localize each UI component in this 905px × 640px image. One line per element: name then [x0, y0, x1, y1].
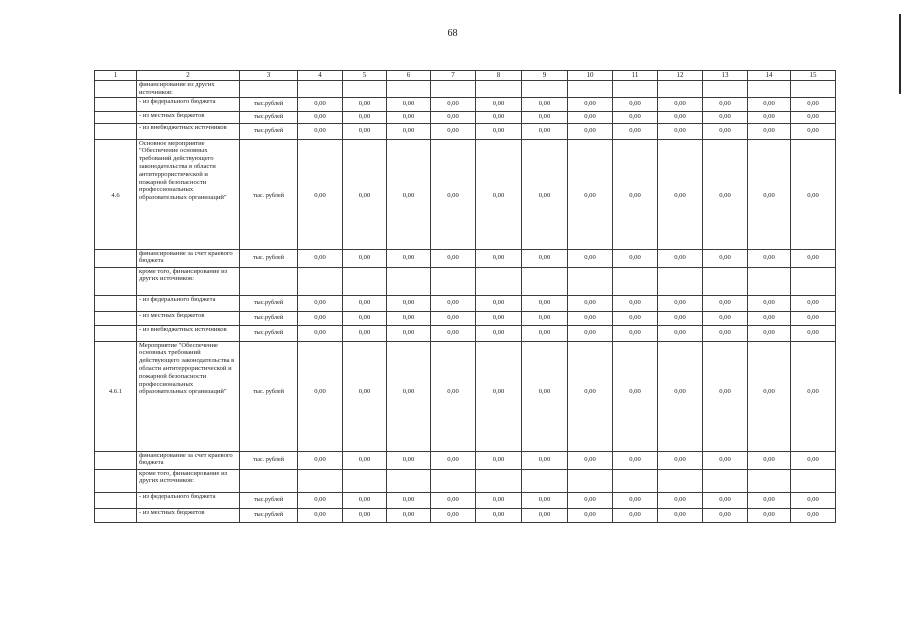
value-cell: 0,00	[568, 111, 613, 123]
column-number: 4	[298, 71, 343, 81]
value-cell: 0,00	[748, 492, 791, 508]
value-cell	[298, 267, 343, 295]
table-row	[95, 508, 836, 522]
table-row	[95, 123, 836, 139]
table-row	[95, 111, 836, 123]
row-label-cell: кроме того, финансирование из других источников:	[137, 469, 240, 492]
value-cell: 0,00	[476, 325, 522, 341]
value-cell: 0,00	[613, 325, 658, 341]
value-cell	[568, 469, 613, 492]
value-cell: 0,00	[387, 97, 431, 111]
value-cell: 0,00	[613, 341, 658, 451]
value-cell	[522, 469, 568, 492]
value-cell	[658, 267, 703, 295]
unit-cell	[240, 469, 298, 492]
unit-cell: тыс.рублей	[240, 97, 298, 111]
unit-cell: тыс. рублей	[240, 249, 298, 267]
unit-cell: тыс. рублей	[240, 341, 298, 451]
column-number: 13	[703, 71, 748, 81]
unit-cell: тыс.рублей	[240, 325, 298, 341]
unit-cell: тыс.рублей	[240, 492, 298, 508]
unit-cell: тыс.рублей	[240, 295, 298, 311]
table-row	[95, 267, 836, 295]
value-cell: 0,00	[658, 508, 703, 522]
row-label-cell: - из федерального бюджета	[137, 492, 240, 508]
row-label-cell: - из местных бюджетов	[137, 508, 240, 522]
row-number-cell	[95, 469, 137, 492]
value-cell	[522, 81, 568, 98]
row-number-cell	[95, 311, 137, 325]
value-cell: 0,00	[658, 311, 703, 325]
value-cell	[748, 81, 791, 98]
value-cell: 0,00	[658, 341, 703, 451]
row-number-cell: 4.6.1	[95, 341, 137, 451]
value-cell: 0,00	[613, 508, 658, 522]
row-number-cell	[95, 97, 137, 111]
value-cell: 0,00	[568, 139, 613, 249]
value-cell	[431, 81, 476, 98]
value-cell: 0,00	[343, 325, 387, 341]
value-cell: 0,00	[298, 341, 343, 451]
table-row	[95, 81, 836, 98]
value-cell: 0,00	[298, 508, 343, 522]
value-cell: 0,00	[703, 492, 748, 508]
value-cell	[476, 469, 522, 492]
column-number-row	[95, 71, 836, 81]
value-cell	[658, 81, 703, 98]
value-cell: 0,00	[522, 97, 568, 111]
column-number: 1	[95, 71, 137, 81]
scan-edge-mark	[899, 14, 901, 94]
row-label-cell: Основное мероприятие "Обеспечение основных требований действующего законодательства в области антитеррористической и пожарной безопасности профессиональных образовательных организаций"	[137, 139, 240, 249]
value-cell: 0,00	[703, 325, 748, 341]
value-cell: 0,00	[613, 139, 658, 249]
value-cell: 0,00	[431, 139, 476, 249]
value-cell	[703, 267, 748, 295]
value-cell: 0,00	[431, 508, 476, 522]
value-cell: 0,00	[431, 249, 476, 267]
value-cell	[431, 267, 476, 295]
value-cell: 0,00	[703, 111, 748, 123]
table-row	[95, 341, 836, 451]
value-cell	[568, 267, 613, 295]
table-row	[95, 249, 836, 267]
value-cell: 0,00	[658, 139, 703, 249]
page-number: 68	[447, 28, 458, 39]
row-number-cell	[95, 451, 137, 469]
value-cell: 0,00	[431, 295, 476, 311]
row-label-cell: финансирование за счет краевого бюджета	[137, 249, 240, 267]
row-label-cell: - из внебюджетных источников	[137, 325, 240, 341]
value-cell: 0,00	[748, 97, 791, 111]
value-cell	[343, 469, 387, 492]
value-cell	[748, 469, 791, 492]
value-cell: 0,00	[387, 123, 431, 139]
value-cell: 0,00	[568, 325, 613, 341]
value-cell: 0,00	[791, 249, 836, 267]
value-cell: 0,00	[568, 492, 613, 508]
value-cell: 0,00	[343, 97, 387, 111]
value-cell: 0,00	[748, 249, 791, 267]
value-cell: 0,00	[343, 492, 387, 508]
value-cell: 0,00	[791, 508, 836, 522]
value-cell: 0,00	[703, 249, 748, 267]
value-cell: 0,00	[431, 123, 476, 139]
value-cell: 0,00	[791, 123, 836, 139]
value-cell: 0,00	[613, 492, 658, 508]
value-cell	[613, 81, 658, 98]
unit-cell	[240, 267, 298, 295]
value-cell: 0,00	[568, 123, 613, 139]
value-cell: 0,00	[658, 492, 703, 508]
column-number: 9	[522, 71, 568, 81]
row-number-cell	[95, 325, 137, 341]
value-cell: 0,00	[658, 451, 703, 469]
column-number: 14	[748, 71, 791, 81]
value-cell: 0,00	[298, 492, 343, 508]
value-cell: 0,00	[791, 451, 836, 469]
value-cell: 0,00	[568, 249, 613, 267]
row-number-cell	[95, 123, 137, 139]
value-cell: 0,00	[298, 311, 343, 325]
value-cell: 0,00	[476, 97, 522, 111]
value-cell: 0,00	[343, 311, 387, 325]
column-number: 7	[431, 71, 476, 81]
value-cell: 0,00	[298, 325, 343, 341]
value-cell: 0,00	[613, 97, 658, 111]
value-cell: 0,00	[791, 492, 836, 508]
value-cell: 0,00	[343, 111, 387, 123]
value-cell: 0,00	[476, 451, 522, 469]
value-cell: 0,00	[703, 295, 748, 311]
value-cell: 0,00	[748, 311, 791, 325]
table-row	[95, 325, 836, 341]
value-cell: 0,00	[568, 295, 613, 311]
value-cell	[613, 267, 658, 295]
value-cell: 0,00	[298, 111, 343, 123]
value-cell: 0,00	[431, 451, 476, 469]
value-cell: 0,00	[387, 295, 431, 311]
table-row	[95, 97, 836, 111]
value-cell: 0,00	[476, 508, 522, 522]
value-cell: 0,00	[748, 123, 791, 139]
value-cell: 0,00	[791, 111, 836, 123]
value-cell: 0,00	[343, 341, 387, 451]
value-cell: 0,00	[431, 111, 476, 123]
value-cell: 0,00	[387, 451, 431, 469]
table-row	[95, 451, 836, 469]
value-cell: 0,00	[522, 508, 568, 522]
value-cell: 0,00	[431, 341, 476, 451]
value-cell: 0,00	[431, 97, 476, 111]
row-label-cell: - из местных бюджетов	[137, 111, 240, 123]
column-number: 5	[343, 71, 387, 81]
value-cell: 0,00	[658, 325, 703, 341]
value-cell: 0,00	[658, 123, 703, 139]
value-cell: 0,00	[791, 341, 836, 451]
column-number: 12	[658, 71, 703, 81]
value-cell	[791, 469, 836, 492]
value-cell	[387, 81, 431, 98]
table-row	[95, 492, 836, 508]
value-cell: 0,00	[298, 451, 343, 469]
value-cell: 0,00	[476, 123, 522, 139]
value-cell: 0,00	[431, 492, 476, 508]
value-cell: 0,00	[703, 311, 748, 325]
row-number-cell: 4.6	[95, 139, 137, 249]
value-cell: 0,00	[522, 492, 568, 508]
value-cell: 0,00	[522, 311, 568, 325]
row-number-cell	[95, 81, 137, 98]
row-label-cell: - из федерального бюджета	[137, 97, 240, 111]
value-cell: 0,00	[613, 249, 658, 267]
value-cell: 0,00	[703, 508, 748, 522]
value-cell	[298, 469, 343, 492]
value-cell: 0,00	[703, 139, 748, 249]
row-number-cell	[95, 295, 137, 311]
value-cell: 0,00	[568, 341, 613, 451]
value-cell	[387, 267, 431, 295]
value-cell: 0,00	[522, 341, 568, 451]
column-number: 15	[791, 71, 836, 81]
row-number-cell	[95, 111, 137, 123]
value-cell: 0,00	[791, 295, 836, 311]
value-cell: 0,00	[613, 295, 658, 311]
value-cell: 0,00	[791, 97, 836, 111]
value-cell: 0,00	[387, 249, 431, 267]
value-cell: 0,00	[343, 451, 387, 469]
value-cell: 0,00	[431, 311, 476, 325]
value-cell: 0,00	[387, 111, 431, 123]
value-cell: 0,00	[298, 295, 343, 311]
value-cell	[298, 81, 343, 98]
row-number-cell	[95, 492, 137, 508]
value-cell: 0,00	[703, 97, 748, 111]
value-cell: 0,00	[476, 311, 522, 325]
column-number: 2	[137, 71, 240, 81]
value-cell	[387, 469, 431, 492]
unit-cell: тыс. рублей	[240, 451, 298, 469]
value-cell: 0,00	[387, 508, 431, 522]
value-cell: 0,00	[387, 139, 431, 249]
table-row	[95, 139, 836, 249]
value-cell: 0,00	[343, 123, 387, 139]
value-cell: 0,00	[703, 123, 748, 139]
value-cell: 0,00	[343, 139, 387, 249]
value-cell	[568, 81, 613, 98]
value-cell: 0,00	[568, 97, 613, 111]
row-label-cell: - из местных бюджетов	[137, 311, 240, 325]
value-cell	[748, 267, 791, 295]
value-cell	[343, 81, 387, 98]
value-cell	[476, 81, 522, 98]
value-cell	[791, 267, 836, 295]
value-cell	[658, 469, 703, 492]
unit-cell: тыс.рублей	[240, 311, 298, 325]
unit-cell: тыс.рублей	[240, 111, 298, 123]
column-number: 11	[613, 71, 658, 81]
value-cell: 0,00	[476, 111, 522, 123]
value-cell: 0,00	[748, 325, 791, 341]
unit-cell	[240, 81, 298, 98]
value-cell: 0,00	[748, 508, 791, 522]
unit-cell: тыс.рублей	[240, 508, 298, 522]
value-cell: 0,00	[476, 341, 522, 451]
column-number: 10	[568, 71, 613, 81]
value-cell: 0,00	[658, 295, 703, 311]
row-label-cell: - из федерального бюджета	[137, 295, 240, 311]
value-cell: 0,00	[748, 139, 791, 249]
value-cell: 0,00	[522, 451, 568, 469]
row-label-cell: финансирование за счет краевого бюджета	[137, 451, 240, 469]
value-cell: 0,00	[568, 311, 613, 325]
value-cell: 0,00	[613, 111, 658, 123]
value-cell: 0,00	[613, 451, 658, 469]
value-cell: 0,00	[791, 311, 836, 325]
value-cell: 0,00	[476, 139, 522, 249]
value-cell	[791, 81, 836, 98]
value-cell: 0,00	[791, 325, 836, 341]
value-cell	[431, 469, 476, 492]
value-cell: 0,00	[613, 311, 658, 325]
value-cell: 0,00	[298, 97, 343, 111]
value-cell	[613, 469, 658, 492]
row-label-cell: Мероприятие "Обеспечение основных требований действующего законодательства в области антитеррористической и пожарной безопасности профессиональных образовательных организаций"	[137, 341, 240, 451]
value-cell: 0,00	[431, 325, 476, 341]
value-cell: 0,00	[387, 325, 431, 341]
value-cell: 0,00	[343, 295, 387, 311]
value-cell: 0,00	[791, 139, 836, 249]
column-number: 8	[476, 71, 522, 81]
value-cell: 0,00	[703, 451, 748, 469]
row-label-cell: финансирование из других источников:	[137, 81, 240, 98]
budget-table	[94, 70, 836, 523]
unit-cell: тыс. рублей	[240, 139, 298, 249]
value-cell: 0,00	[476, 492, 522, 508]
column-number: 3	[240, 71, 298, 81]
unit-cell: тыс.рублей	[240, 123, 298, 139]
value-cell: 0,00	[298, 123, 343, 139]
value-cell: 0,00	[748, 111, 791, 123]
value-cell: 0,00	[568, 451, 613, 469]
value-cell: 0,00	[658, 111, 703, 123]
value-cell	[703, 81, 748, 98]
value-cell: 0,00	[522, 111, 568, 123]
value-cell: 0,00	[748, 451, 791, 469]
value-cell: 0,00	[748, 341, 791, 451]
row-number-cell	[95, 508, 137, 522]
value-cell: 0,00	[298, 249, 343, 267]
value-cell: 0,00	[522, 325, 568, 341]
value-cell: 0,00	[522, 139, 568, 249]
value-cell: 0,00	[298, 139, 343, 249]
value-cell: 0,00	[748, 295, 791, 311]
row-label-cell: - из внебюджетных источников	[137, 123, 240, 139]
row-label-cell: кроме того, финансирование из других источников:	[137, 267, 240, 295]
value-cell: 0,00	[568, 508, 613, 522]
value-cell: 0,00	[613, 123, 658, 139]
value-cell: 0,00	[476, 249, 522, 267]
value-cell: 0,00	[522, 295, 568, 311]
table-row	[95, 311, 836, 325]
value-cell	[703, 469, 748, 492]
value-cell: 0,00	[343, 249, 387, 267]
row-number-cell	[95, 249, 137, 267]
value-cell: 0,00	[387, 311, 431, 325]
value-cell	[476, 267, 522, 295]
table-row	[95, 295, 836, 311]
value-cell	[343, 267, 387, 295]
value-cell	[522, 267, 568, 295]
row-number-cell	[95, 267, 137, 295]
value-cell: 0,00	[703, 341, 748, 451]
value-cell: 0,00	[658, 249, 703, 267]
column-number: 6	[387, 71, 431, 81]
value-cell: 0,00	[476, 295, 522, 311]
value-cell: 0,00	[387, 341, 431, 451]
value-cell: 0,00	[522, 123, 568, 139]
value-cell: 0,00	[522, 249, 568, 267]
value-cell: 0,00	[387, 492, 431, 508]
value-cell: 0,00	[343, 508, 387, 522]
value-cell: 0,00	[658, 97, 703, 111]
table-row	[95, 469, 836, 492]
